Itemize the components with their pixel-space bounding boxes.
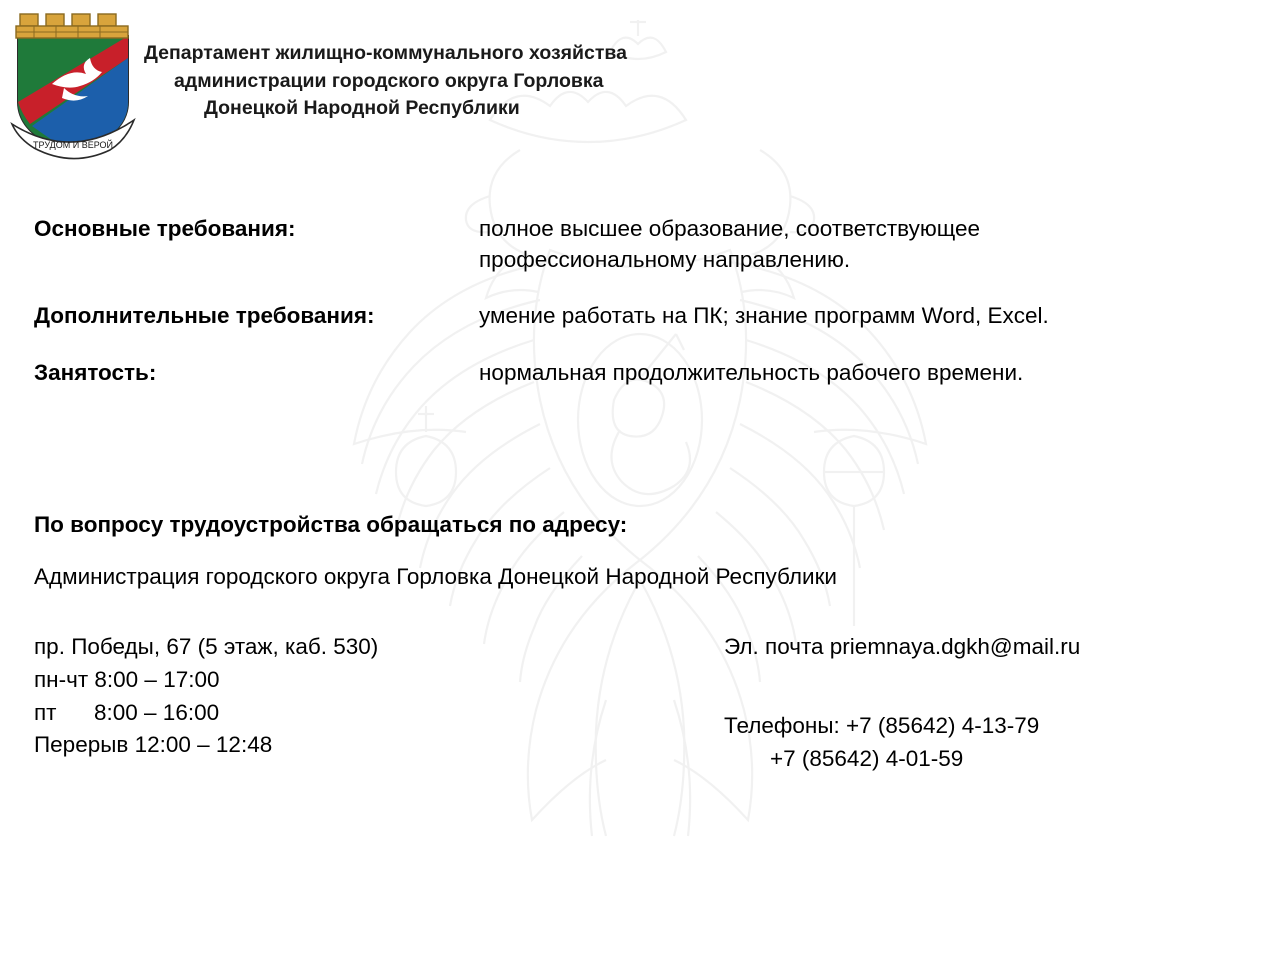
contacts-phone-primary: Телефоны: +7 (85642) 4-13-79 [724,712,1040,738]
contacts-columns [34,631,1246,776]
requirement-label: Основные требования: [34,216,296,241]
contacts-communication-column [724,631,1246,776]
requirement-value-line: профессиональному направлению. [479,246,851,272]
contacts-hours-friday: пт 8:00 – 16:00 [34,699,220,725]
coat-of-arms-icon [8,6,138,166]
org-title-line-2: администрации городского округа Горловка [174,69,604,92]
page-content [0,214,1280,775]
contacts-email[interactable]: Эл. почта priemnaya.dgkh@mail.ru [724,633,1081,659]
requirement-label: Дополнительные требования: [34,303,375,329]
contacts-organization: Администрация городского округа Горловка Донецкой Народной Республики [34,563,837,589]
requirements-table [34,214,1246,414]
contacts-hours-weekdays: пн-чт 8:00 – 17:00 [34,666,220,692]
organization-title [144,40,627,123]
requirement-value-line: полное высшее образование, соответствующее [479,216,980,241]
contacts-phone-secondary: +7 (85642) 4-01-59 [770,745,964,771]
page-header [0,0,1280,166]
emblem-motto-text: ТРУДОМ И ВЕРОЙ [33,140,113,150]
contacts-address-column [34,631,724,776]
requirement-value [479,358,1246,415]
requirements-row [34,301,1246,358]
requirement-value-line: умение работать на ПК; знание программ Word, Excel. [479,303,1049,329]
requirement-label: Занятость: [34,359,157,385]
requirement-value-line: нормальная продолжительность рабочего времени. [479,359,1024,385]
contacts-hours-break: Перерыв 12:00 – 12:48 [34,732,273,758]
contacts-title: По вопросу трудоустройства обращаться по адресу: [34,512,628,538]
requirements-row [34,214,1246,301]
contacts-address: пр. Победы, 67 (5 этаж, каб. 530) [34,633,379,659]
org-title-line-3: Донецкой Народной Республики [204,97,520,120]
org-title-line-1: Департамент жилищно-коммунального хозяйства [144,42,628,64]
requirements-row [34,358,1246,415]
contacts-section [34,510,1246,775]
requirement-value [479,214,1246,301]
requirement-value [479,301,1246,358]
